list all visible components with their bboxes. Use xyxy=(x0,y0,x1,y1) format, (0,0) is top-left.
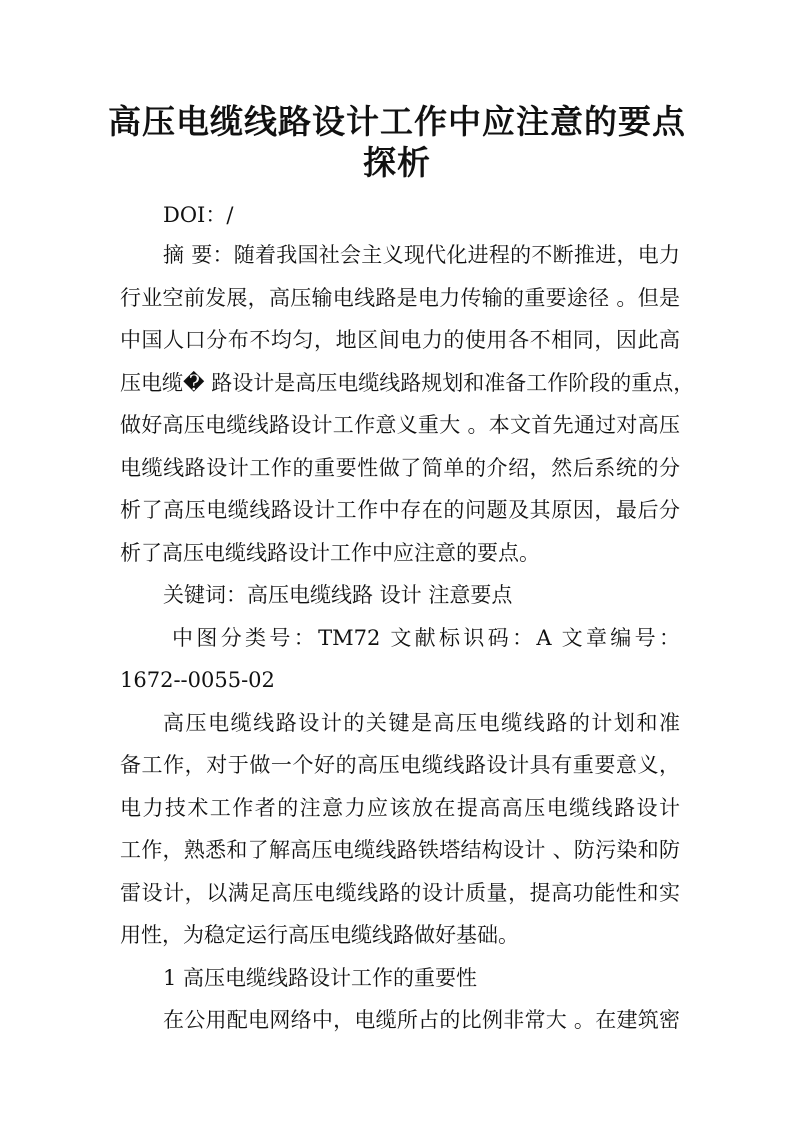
body-paragraph-line: 用性，为稳定运行高压电缆线路做好基础。 xyxy=(120,923,519,947)
keywords-line: 关键词：高压电缆线路 设计 注意要点 xyxy=(163,583,513,607)
body-paragraph-line: 电力技术工作者的注意力应该放在提高高压电缆线路设计 xyxy=(120,796,680,820)
abstract-line: 行业空前发展，高压输电线路是电力传输的重要途径 。但是 xyxy=(120,286,680,310)
abstract-line: 压电缆� 路设计是高压电缆线路规划和准备工作阶段的重点， xyxy=(120,371,695,395)
body-paragraph-line: 高压电缆线路设计的关键是高压电缆线路的计划和准 xyxy=(163,711,680,735)
body-paragraph-line: 工作，熟悉和了解高压电缆线路铁塔结构设计 、防污染和防 xyxy=(120,838,680,862)
abstract-line: 电缆线路设计工作的重要性做了简单的介绍，然后系统的分 xyxy=(120,456,680,480)
document-title-line-1: 高压电缆线路设计工作中应注意的要点 xyxy=(108,102,686,141)
body-paragraph-line: 备工作，对于做一个好的高压电缆线路设计具有重要意义， xyxy=(120,753,680,777)
body-paragraph-line: 在公用配电网络中，电缆所占的比例非常大 。在建筑密 xyxy=(163,1008,680,1032)
abstract-line: 做好高压电缆线路设计工作意义重大 。本文首先通过对高压 xyxy=(120,413,680,437)
abstract-line: 析了高压电缆线路设计工作中存在的问题及其原因，最后分 xyxy=(120,498,680,522)
abstract-line: 析了高压电缆线路设计工作中应注意的要点。 xyxy=(120,541,540,565)
abstract-line: 摘 要：随着我国社会主义现代化进程的不断推进，电力 xyxy=(163,243,680,267)
article-number: 1672--0055-02 xyxy=(120,668,275,692)
abstract-line: 中国人口分布不均匀，地区间电力的使用各不相同，因此高 xyxy=(120,328,680,352)
classification-line: 中图分类号：TM72 文献标识码：A 文章编号： xyxy=(172,626,680,650)
section-heading: 1 高压电缆线路设计工作的重要性 xyxy=(163,966,478,990)
document-title-line-2: 探析 xyxy=(363,143,431,182)
body-paragraph-line: 雷设计，以满足高压电缆线路的设计质量，提高功能性和实 xyxy=(120,881,680,905)
doi-line: DOI：/ xyxy=(163,203,234,227)
